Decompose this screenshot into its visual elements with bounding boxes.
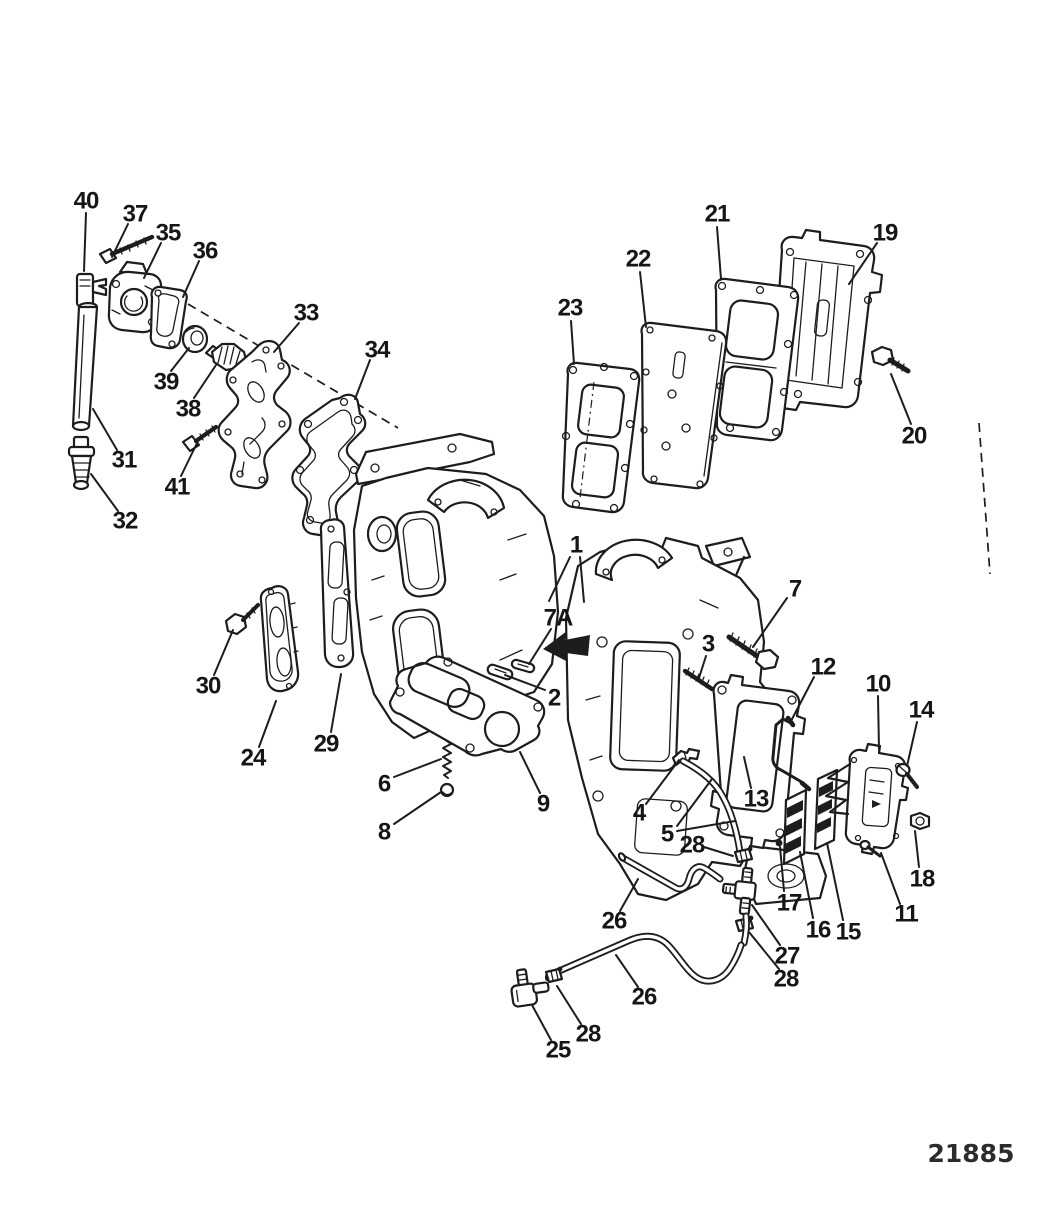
callout-label: 38: [175, 395, 201, 423]
callout-label: 32: [112, 507, 138, 535]
callout-label: 40: [73, 187, 99, 215]
callout-label: 12: [810, 653, 836, 681]
callout-label: 20: [901, 422, 927, 450]
elbow-fitting-40: [77, 274, 106, 306]
callout-33: [274, 300, 319, 353]
callout-label: 7A: [543, 604, 573, 632]
leader-line: [355, 360, 370, 399]
callout-label: 19: [872, 219, 898, 247]
elbow-fitting-25: [509, 966, 551, 1007]
drawing-number: 21885: [927, 1139, 1015, 1168]
leader-line: [144, 243, 161, 278]
callout-26: [616, 955, 657, 1011]
callout-label: 13: [743, 785, 769, 813]
leader-line: [394, 792, 441, 824]
callout-26: [602, 879, 638, 935]
leader-line: [881, 853, 900, 904]
leader-line: [907, 722, 917, 766]
callout-10: [866, 671, 891, 751]
screw-30: [226, 605, 258, 634]
callout-label: 28: [575, 1020, 601, 1048]
callout-label: 10: [865, 670, 891, 698]
callout-label: 37: [122, 200, 148, 228]
callout-label: 36: [192, 237, 218, 265]
callout-label: 26: [631, 983, 657, 1011]
callout-label: 21: [704, 200, 730, 228]
tee-fitting-27: [721, 866, 758, 915]
reed-screw-16: [776, 840, 783, 847]
callout-label: 3: [701, 630, 715, 658]
callout-30: [196, 630, 233, 700]
fitting-32: [69, 437, 94, 489]
callout-label: 30: [195, 672, 221, 700]
leader-line: [532, 1005, 551, 1040]
callout-label: 31: [111, 446, 137, 474]
callout-23: [558, 295, 583, 365]
leader-line: [214, 630, 233, 675]
callout-label: 28: [773, 965, 799, 993]
callout-label: 6: [377, 770, 391, 798]
exhaust-gasket-23: [563, 363, 640, 512]
spring-6: [443, 741, 451, 778]
leader-line: [183, 261, 199, 297]
callout-label: 9: [536, 790, 550, 818]
callout-41: [165, 441, 198, 501]
callout-32: [91, 474, 138, 535]
callout-20: [891, 374, 927, 450]
callout-25: [532, 1005, 571, 1064]
callout-label: 24: [240, 744, 266, 772]
callout-label: 35: [155, 219, 181, 247]
callout-label: 11: [894, 900, 918, 928]
callout-36: [183, 238, 218, 298]
callout-label: 22: [625, 245, 651, 273]
hose-stub: [744, 916, 746, 943]
exhaust-gasket-21: [716, 279, 799, 440]
callout-label: 29: [313, 730, 339, 758]
callout-label: 26: [601, 907, 627, 935]
screw-37: [100, 237, 152, 263]
callout-label: 39: [153, 368, 179, 396]
leader-line: [878, 696, 879, 750]
callout-6: [378, 759, 441, 798]
callout-label: 5: [660, 820, 674, 848]
bolt-20: [872, 347, 908, 371]
leader-line: [827, 843, 843, 920]
callout-9: [520, 752, 550, 818]
leader-line: [915, 831, 919, 867]
leader-line: [616, 955, 638, 987]
callout-label: 33: [293, 299, 319, 327]
callout-label: 14: [908, 696, 934, 724]
leader-line: [84, 213, 86, 271]
leader-line: [640, 272, 646, 327]
leader-line: [331, 674, 341, 732]
intake-cover-gasket-34: [292, 395, 365, 536]
callout-24: [241, 701, 276, 772]
callout-label: 8: [377, 818, 391, 846]
callout-label: 34: [364, 336, 390, 364]
callout-15: [827, 843, 861, 946]
callout-label: 4: [632, 799, 646, 827]
nut-18: [911, 813, 929, 829]
callout-label: 2: [547, 684, 561, 712]
leader-line: [571, 321, 574, 364]
callout-40: [74, 188, 99, 272]
callout-label: 27: [774, 942, 800, 970]
seal-39: [183, 326, 207, 352]
leader-line: [717, 227, 721, 279]
callout-39: [154, 348, 189, 396]
leader-line: [274, 323, 299, 352]
exhaust-plate-22: [641, 323, 726, 488]
pump-gasket-36: [151, 287, 187, 348]
check-ball-8: [441, 784, 453, 796]
callout-35: [144, 220, 181, 279]
callout-label: 18: [909, 865, 935, 893]
callout-8: [378, 792, 441, 846]
callout-label: 17: [776, 889, 802, 917]
callout-34: [355, 337, 391, 400]
leader-line: [194, 365, 216, 398]
callout-29: [314, 674, 341, 758]
callout-label: 7: [788, 575, 802, 603]
leader-line: [93, 409, 117, 450]
callout-label: 41: [164, 473, 190, 501]
callout-31: [93, 409, 137, 474]
leader-line: [394, 759, 441, 777]
alignment-line: [979, 423, 990, 574]
leader-line: [520, 752, 540, 793]
leader-line: [91, 474, 118, 511]
end-cap-10: [826, 744, 908, 854]
leader-line: [891, 374, 911, 424]
callout-label: 28: [679, 831, 705, 859]
callout-label: 15: [835, 918, 861, 946]
callout-label: 1: [569, 531, 583, 559]
leader-line: [557, 986, 581, 1024]
callout-21: [705, 201, 730, 280]
callout-14: [907, 697, 935, 767]
bolt-41: [183, 426, 216, 451]
leader-line: [259, 701, 276, 747]
bypass-gasket-29: [321, 519, 353, 667]
callout-18: [910, 831, 935, 893]
bypass-cover-24: [261, 586, 298, 691]
callout-38: [176, 365, 216, 423]
callout-label: 23: [557, 294, 583, 322]
callout-label: 25: [545, 1036, 571, 1064]
leader-line: [620, 879, 638, 911]
hose-26-lower: [545, 936, 741, 981]
callout-label: 16: [805, 916, 831, 944]
callout-22: [626, 246, 651, 328]
clamp-28-left: [546, 967, 562, 982]
